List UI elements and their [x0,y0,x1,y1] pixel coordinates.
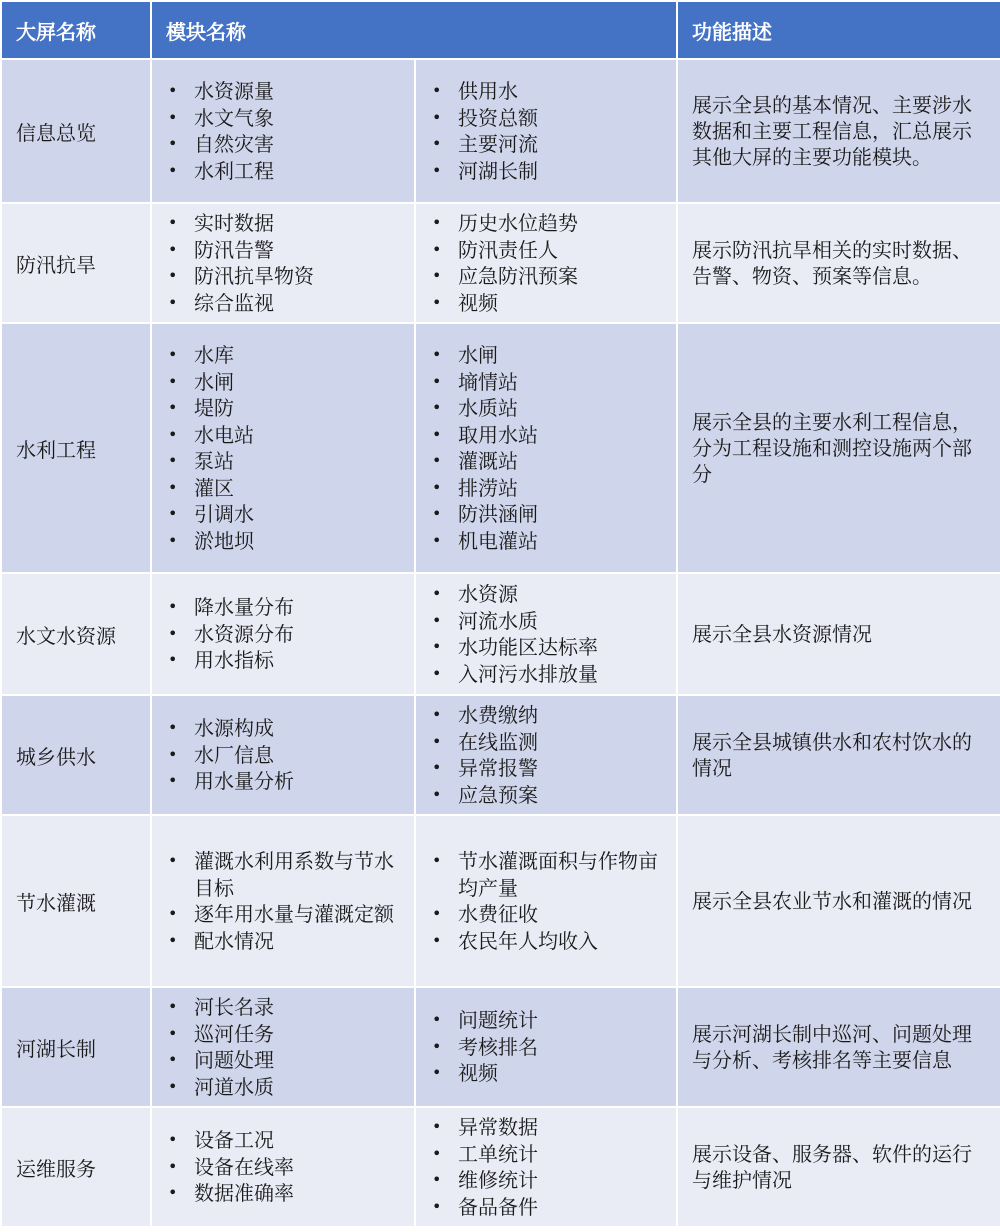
function-desc-cell: 展示全县的基本情况、主要涉水数据和主要工程信息，汇总展示其他大屏的主要功能模块。 [677,59,1000,203]
module-cell-right [415,1107,677,1227]
module-list [168,715,408,795]
list-item: • 水资源量 [168,78,408,105]
list-item: • 供用水 [432,78,670,105]
list-item: • 水闸 [168,369,408,396]
list-item: • 泵站 [168,448,408,475]
function-desc-cell: 展示河湖长制中巡河、问题处理与分析、考核排名等主要信息 [677,987,1000,1107]
list-item: • 设备在线率 [168,1154,408,1181]
list-item: • 防洪涵闸 [432,501,670,528]
module-cell-left [151,323,415,573]
header-function-desc: 功能描述 [677,1,1000,59]
table-row [1,695,1000,815]
list-item: • 降水量分布 [168,594,408,621]
list-item: • 灌区 [168,475,408,502]
list-item: • 应急防汛预案 [432,263,670,290]
module-cell-right [415,59,677,203]
module-cell-left [151,987,415,1107]
screen-name-cell: 河湖长制 [1,987,151,1107]
module-cell-right [415,987,677,1107]
list-item: • 水源构成 [168,715,408,742]
list-item: • 自然灾害 [168,131,408,158]
function-desc-cell: 展示全县城镇供水和农村饮水的情况 [677,695,1000,815]
list-item: • 水文气象 [168,105,408,132]
function-desc-cell: 展示全县农业节水和灌溉的情况 [677,815,1000,987]
module-cell-left [151,695,415,815]
list-item: • 水资源 [432,581,670,608]
module-cell-right [415,815,677,987]
table-row [1,1107,1000,1227]
list-item: • 农民年人均收入 [432,928,670,955]
screen-name-cell: 水文水资源 [1,573,151,695]
table-row [1,323,1000,573]
module-cell-left [151,1107,415,1227]
list-item: • 水库 [168,342,408,369]
module-list [168,848,408,954]
table-row [1,987,1000,1107]
screen-name-cell: 城乡供水 [1,695,151,815]
module-list [432,78,670,184]
list-item: • 排涝站 [432,475,670,502]
list-item: • 异常数据 [432,1114,670,1141]
list-item: • 灌溉站 [432,448,670,475]
list-item: • 问题统计 [432,1007,670,1034]
list-item: • 防汛告警 [168,237,408,264]
table-row [1,59,1000,203]
list-item: • 水利工程 [168,158,408,185]
header-row [1,1,1000,59]
list-item: • 视频 [432,290,670,317]
function-desc-cell: 展示全县水资源情况 [677,573,1000,695]
screen-name-cell: 水利工程 [1,323,151,573]
module-list [168,342,408,554]
list-item: • 水功能区达标率 [432,634,670,661]
list-item: • 配水情况 [168,928,408,955]
function-desc-cell: 展示防汛抗旱相关的实时数据、告警、物资、预案等信息。 [677,203,1000,323]
list-item: • 逐年用水量与灌溉定额 [168,901,408,928]
header-module-name: 模块名称 [151,1,677,59]
list-item: • 水闸 [432,342,670,369]
list-item: • 在线监测 [432,729,670,756]
header-screen-name: 大屏名称 [1,1,151,59]
list-item: • 节水灌溉面积与作物亩均产量 [432,848,670,901]
table-row [1,573,1000,695]
list-item: • 入河污水排放量 [432,661,670,688]
list-item: • 工单统计 [432,1141,670,1168]
module-list [168,78,408,184]
list-item: • 水费缴纳 [432,702,670,729]
list-item: • 用水指标 [168,647,408,674]
table-row [1,203,1000,323]
list-item: • 水费征收 [432,901,670,928]
list-item: • 堤防 [168,395,408,422]
module-list [432,848,670,954]
module-cell-left [151,815,415,987]
list-item: • 河流水质 [432,608,670,635]
list-item: • 机电灌站 [432,528,670,555]
list-item: • 维修统计 [432,1167,670,1194]
list-item: • 河长名录 [168,994,408,1021]
module-list [432,342,670,554]
module-list [432,1007,670,1087]
list-item: • 投资总额 [432,105,670,132]
list-item: • 水质站 [432,395,670,422]
module-cell-right [415,573,677,695]
list-item: • 数据准确率 [168,1180,408,1207]
module-cell-left [151,203,415,323]
module-list [168,1127,408,1207]
screen-name-cell: 信息总览 [1,59,151,203]
list-item: • 河湖长制 [432,158,670,185]
list-item: • 实时数据 [168,210,408,237]
screen-name-cell: 节水灌溉 [1,815,151,987]
list-item: • 防汛责任人 [432,237,670,264]
module-list [432,581,670,687]
module-cell-right [415,203,677,323]
module-list [168,210,408,316]
list-item: • 取用水站 [432,422,670,449]
module-list [432,1114,670,1220]
list-item: • 考核排名 [432,1034,670,1061]
list-item: • 水电站 [168,422,408,449]
list-item: • 主要河流 [432,131,670,158]
function-desc-cell: 展示全县的主要水利工程信息，分为工程设施和测控设施两个部分 [677,323,1000,573]
list-item: • 河道水质 [168,1074,408,1101]
module-list [432,210,670,316]
list-item: • 视频 [432,1060,670,1087]
list-item: • 水厂信息 [168,742,408,769]
list-item: • 备品备件 [432,1194,670,1221]
list-item: • 异常报警 [432,755,670,782]
list-item: • 综合监视 [168,290,408,317]
module-list [168,594,408,674]
list-item: • 问题处理 [168,1047,408,1074]
list-item: • 用水量分析 [168,768,408,795]
list-item: • 巡河任务 [168,1021,408,1048]
list-item: • 淤地坝 [168,528,408,555]
table-row [1,815,1000,987]
list-item: • 引调水 [168,501,408,528]
module-cell-left [151,59,415,203]
list-item: • 防汛抗旱物资 [168,263,408,290]
module-list [168,994,408,1100]
function-desc-cell: 展示设备、服务器、软件的运行与维护情况 [677,1107,1000,1227]
list-item: • 灌溉水利用系数与节水目标 [168,848,408,901]
list-item: • 墒情站 [432,369,670,396]
module-cell-left [151,573,415,695]
module-cell-right [415,695,677,815]
list-item: • 设备工况 [168,1127,408,1154]
list-item: • 应急预案 [432,782,670,809]
module-cell-right [415,323,677,573]
screen-name-cell: 防汛抗旱 [1,203,151,323]
screen-name-cell: 运维服务 [1,1107,151,1227]
list-item: • 历史水位趋势 [432,210,670,237]
list-item: • 水资源分布 [168,621,408,648]
module-list [432,702,670,808]
